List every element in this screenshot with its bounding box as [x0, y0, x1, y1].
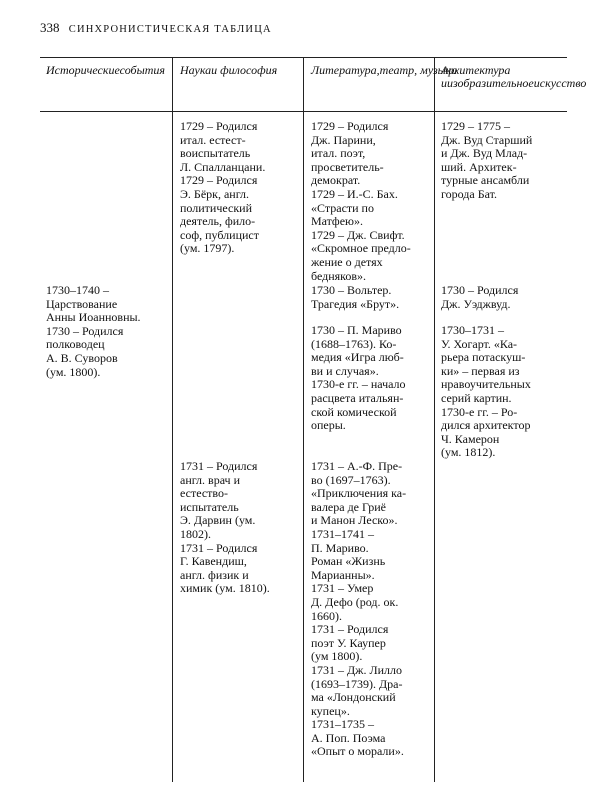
literature-entry-1731 — [311, 460, 406, 759]
text-line: (1693–1739). Дра- — [311, 676, 403, 691]
text-line: 1660). — [311, 608, 342, 623]
text-line: А. В. Суворов — [46, 350, 118, 365]
text-line: просветитель- — [311, 159, 384, 174]
text-line: 1730 – П. Мариво — [311, 323, 402, 337]
text-line: англ. физик и — [180, 567, 249, 582]
text-line: Э. Дарвин (ум. — [180, 513, 256, 528]
text-line: (ум. 1812). — [441, 445, 496, 460]
text-line: 1729 – Родился — [311, 119, 389, 133]
text-line: медия «Игра люб- — [311, 350, 404, 365]
text-line: (ум. 1797). — [180, 241, 235, 256]
text-line: А. Поп. Поэма — [311, 730, 386, 745]
text-line: испытатель — [180, 499, 239, 514]
text-line: воиспытатель — [180, 146, 251, 161]
text-line: У. Хогарт. «Ка- — [441, 336, 518, 351]
column-divider — [434, 57, 435, 782]
text-line: ма «Лондонский — [311, 690, 396, 705]
art-entry-1730-hogarth — [441, 324, 531, 460]
text-line: деятель, фило- — [180, 214, 256, 229]
text-line: итал. естест- — [180, 132, 246, 147]
text-line: Марианны». — [311, 567, 375, 582]
text-line: нравоучительных — [441, 377, 531, 392]
literature-entry-1730-marivaux — [311, 324, 406, 433]
text-line: 1731–1735 – — [311, 717, 374, 732]
text-line: 1730 – Родился — [46, 323, 124, 338]
text-line: 1730–1740 – — [46, 283, 109, 297]
text-line: Д. Дефо (род. ок. — [311, 594, 399, 609]
text-line: поэт У. Каупер — [311, 635, 386, 650]
page-header — [40, 20, 272, 36]
science-entry-1731 — [180, 460, 270, 596]
text-line: 1730-е гг. – начало — [311, 377, 406, 392]
text-line: оперы. — [311, 418, 346, 433]
text-line: 1729 – Родился — [180, 119, 258, 133]
text-line: 1730 – Родился — [441, 283, 519, 297]
text-line: 1731 – Родился — [180, 459, 258, 473]
text-line: Ч. Камерон — [441, 431, 500, 446]
text-line: 1731 – Родился — [311, 622, 389, 637]
text-line: Матфею». — [311, 214, 363, 229]
text-line: англ. врач и — [180, 472, 241, 487]
text-line: соф, публицист — [180, 227, 259, 242]
text-line: Л. Спалланцани. — [180, 159, 266, 174]
text-line: 1729 – Дж. Свифт. — [311, 227, 405, 242]
text-line: 1729 – Родился — [180, 173, 258, 188]
text-line: ви и случая». — [311, 363, 379, 378]
text-line: 1729 – И.-С. Бах. — [311, 186, 398, 201]
text-line: 1730-е гг. – Ро- — [441, 404, 518, 419]
text-line: дился архитектор — [441, 418, 531, 433]
text-line: бедняков». — [311, 268, 367, 283]
text-line: города Бат. — [441, 186, 497, 201]
text-line: Анны Иоанновны. — [46, 310, 141, 325]
text-line: турные ансамбли — [441, 173, 530, 188]
column-header-art: Архитектура иизобразительноеискусство — [441, 63, 587, 90]
text-line: полководец — [46, 337, 105, 352]
text-line: расцвета итальян- — [311, 390, 404, 405]
text-line: купец». — [311, 703, 350, 718]
text-line: 1731 – Умер — [311, 581, 374, 596]
text-line: Дж. Вуд Старший — [441, 132, 533, 147]
text-line: политический — [180, 200, 252, 215]
text-line: Э. Бёрк, англ. — [180, 186, 250, 201]
history-entry-1730 — [46, 284, 141, 379]
column-divider — [303, 57, 304, 782]
text-line: 1731 – А.-Ф. Пре- — [311, 459, 403, 473]
text-line: 1730 – Вольтер. — [311, 283, 392, 297]
text-line: демократ. — [311, 173, 361, 188]
text-line: «Опыт о морали». — [311, 744, 404, 759]
column-header-science: Наукаи философия — [180, 63, 278, 77]
text-line: ший. Архитек- — [441, 159, 517, 174]
text-line: (ум 1800). — [311, 649, 363, 664]
art-entry-1729 — [441, 120, 532, 202]
page-number: 338 — [40, 20, 60, 35]
text-line: во (1697–1763). — [311, 472, 391, 487]
science-entry-1729 — [180, 120, 265, 256]
text-line: П. Мариво. — [311, 540, 369, 555]
text-line: «Скромное предло- — [311, 241, 411, 256]
text-line: ки» – первая из — [441, 363, 520, 378]
text-line: Трагедия «Брут». — [311, 296, 400, 311]
text-line: (1688–1763). Ко- — [311, 336, 397, 351]
text-line: Царствование — [46, 296, 118, 311]
text-line: валера де Гриё — [311, 499, 386, 514]
text-line: химик (ум. 1810). — [180, 581, 270, 596]
text-line: 1730–1731 – — [441, 323, 504, 337]
literature-entry-1729 — [311, 120, 411, 283]
text-line: «Страсти по — [311, 200, 374, 215]
text-line: итал. поэт, — [311, 146, 366, 161]
literature-entry-1730-voltaire — [311, 284, 399, 311]
text-line: жение о детях — [311, 254, 383, 269]
text-line: серий картин. — [441, 390, 512, 405]
text-line: Дж. Уэджвуд. — [441, 296, 511, 311]
text-line: 1731 – Дж. Лилло — [311, 662, 403, 677]
text-line: 1731–1741 – — [311, 526, 374, 541]
text-line: Дж. Парини, — [311, 132, 376, 147]
text-line: естество- — [180, 486, 228, 501]
column-divider — [172, 57, 173, 782]
text-line: (ум. 1800). — [46, 364, 101, 379]
text-line: Г. Кавендиш, — [180, 554, 247, 569]
running-title: СИНХРОНИСТИЧЕСКАЯ ТАБЛИЦА — [68, 24, 272, 35]
column-header-literature: Литература,театр, музыка — [311, 63, 458, 77]
text-line: и Манон Леско». — [311, 513, 398, 528]
text-line: 1802). — [180, 526, 211, 541]
text-line: «Приключения ка- — [311, 486, 407, 501]
art-entry-1730-wedgwood — [441, 284, 518, 311]
text-line: и Дж. Вуд Млад- — [441, 146, 528, 161]
column-header-history: Историческиесобытия — [46, 63, 165, 77]
text-line: 1731 – Родился — [180, 540, 258, 555]
text-line: 1729 – 1775 – — [441, 119, 510, 133]
text-line: Роман «Жизнь — [311, 554, 386, 569]
text-line: ской комической — [311, 404, 397, 419]
text-line: рьера потаскуш- — [441, 350, 526, 365]
